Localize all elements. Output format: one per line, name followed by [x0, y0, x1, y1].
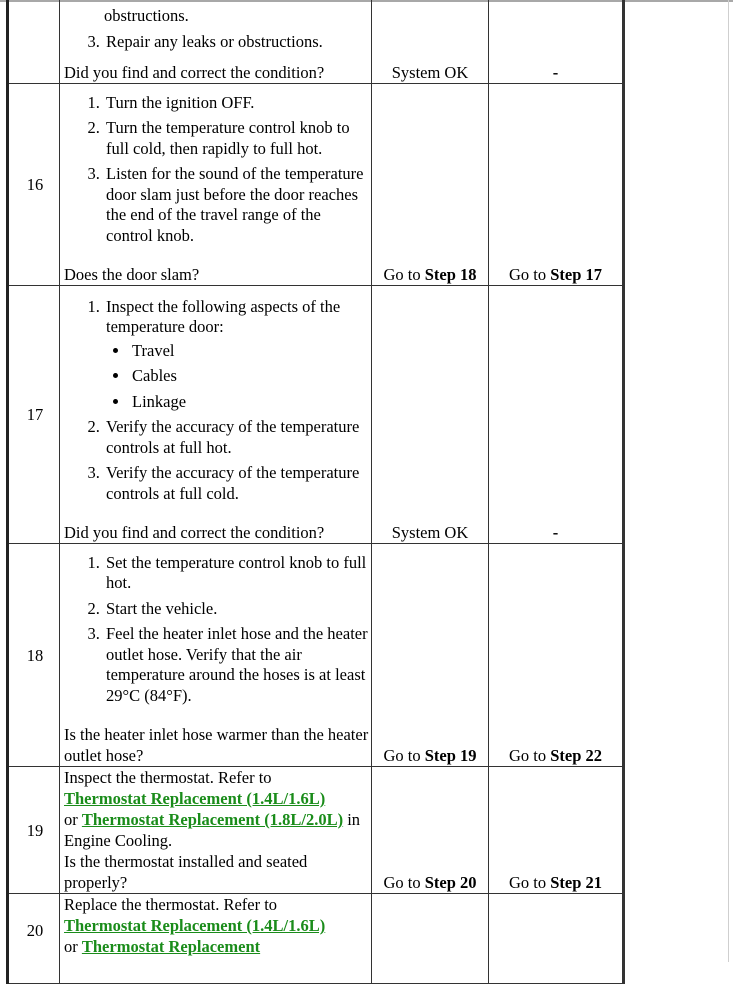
yes-result: [372, 767, 489, 894]
bullet-item: • Travel: [130, 341, 369, 362]
step-number: [8, 0, 60, 84]
step-action: [60, 0, 372, 84]
thermostat-replacement-1-4-link[interactable]: Thermostat Replacement (1.4L/1.6L): [64, 789, 326, 808]
step-question: Is the heater inlet hose warmer than the heater outlet hose?: [64, 725, 369, 765]
table-row-step-15: [8, 0, 624, 84]
action-item: 1. Set the temperature control knob to full hot.: [104, 553, 369, 594]
yes-result: [372, 544, 489, 767]
step-action: [60, 84, 372, 286]
table-row-step-17: [8, 286, 624, 544]
table-row-step-18: [8, 544, 624, 767]
action-item: 1. Turn the ignition OFF.: [104, 93, 369, 114]
step-action: [60, 286, 372, 544]
continued-text: obstructions.: [104, 6, 189, 25]
go-to-step-link[interactable]: Step 21: [550, 873, 603, 892]
page-right-border: [728, 0, 729, 962]
step-question: Does the door slam?: [64, 265, 200, 284]
action-item: 2. Turn the temperature control knob to full cold, then rapidly to full hot.: [104, 118, 369, 159]
go-to-step-link[interactable]: Step 17: [550, 265, 603, 284]
table-row-step-20: [8, 894, 624, 984]
go-to-step-link[interactable]: Step 20: [424, 873, 477, 892]
bullet-list: [106, 341, 369, 413]
step-number: 18: [8, 544, 60, 767]
go-to-label: Go to: [508, 265, 551, 284]
step-text: Inspect the thermostat. Refer to: [64, 768, 272, 787]
thermostat-replacement-1-8-link[interactable]: Thermostat Replacement: [81, 937, 261, 956]
yes-result: System OK: [372, 0, 489, 84]
action-item-text: Inspect the following aspects of the temperature door:: [106, 296, 341, 336]
step-question: Is the thermostat installed and seated properly?: [64, 852, 308, 892]
go-to-step-link[interactable]: Step 18: [424, 265, 477, 284]
no-result: [489, 84, 624, 286]
or-text: or: [64, 937, 78, 956]
no-result: [489, 894, 624, 984]
action-item: 2. Start the vehicle.: [104, 599, 369, 620]
step-question: Did you find and correct the condition?: [64, 523, 325, 542]
go-to-label: Go to: [383, 873, 425, 892]
step-number: 20: [8, 894, 60, 984]
step-action: [60, 544, 372, 767]
step-question: Did you find and correct the condition?: [64, 63, 325, 82]
bullet-item: • Cables: [130, 366, 369, 387]
action-item: 2. Verify the accuracy of the temperature controls at full hot.: [104, 417, 369, 458]
step-text: Replace the thermostat. Refer to: [64, 895, 278, 914]
go-to-label: Go to: [508, 873, 551, 892]
yes-result: [372, 894, 489, 984]
go-to-label: Go to: [383, 746, 425, 765]
bullet-item: • Linkage: [130, 392, 369, 413]
yes-result: System OK: [372, 286, 489, 544]
step-action: [60, 767, 372, 894]
no-result: -: [489, 286, 624, 544]
table-row-step-16: [8, 84, 624, 286]
action-item: [104, 297, 369, 413]
go-to-step-link[interactable]: Step 19: [424, 746, 477, 765]
diagnostic-steps-table: [6, 0, 625, 984]
no-result: [489, 544, 624, 767]
action-item: 3. Repair any leaks or obstructions.: [104, 32, 369, 53]
step-text-suffix: in Engine Cooling.: [64, 810, 361, 850]
thermostat-replacement-1-4-link[interactable]: Thermostat Replacement (1.4L/1.6L): [64, 916, 326, 935]
thermostat-replacement-1-8-link[interactable]: Thermostat Replacement (1.8L/2.0L): [81, 810, 344, 829]
no-result: [489, 767, 624, 894]
action-item: 3. Feel the heater inlet hose and the heater outlet hose. Verify that the air temperature around the hoses is at least 29°C (84°F).: [104, 624, 369, 706]
step-action: [60, 894, 372, 984]
or-text: or: [64, 810, 78, 829]
action-item: 3. Listen for the sound of the temperature door slam just before the door reaches the end of the travel range of the control knob.: [104, 164, 369, 246]
step-number: 17: [8, 286, 60, 544]
table-row-step-19: [8, 767, 624, 894]
no-result: -: [489, 0, 624, 84]
go-to-step-link[interactable]: Step 22: [550, 746, 603, 765]
step-number: 19: [8, 767, 60, 894]
go-to-label: Go to: [383, 265, 425, 284]
yes-result: [372, 84, 489, 286]
go-to-label: Go to: [508, 746, 551, 765]
action-item: 3. Verify the accuracy of the temperature controls at full cold.: [104, 463, 369, 504]
step-number: 16: [8, 84, 60, 286]
